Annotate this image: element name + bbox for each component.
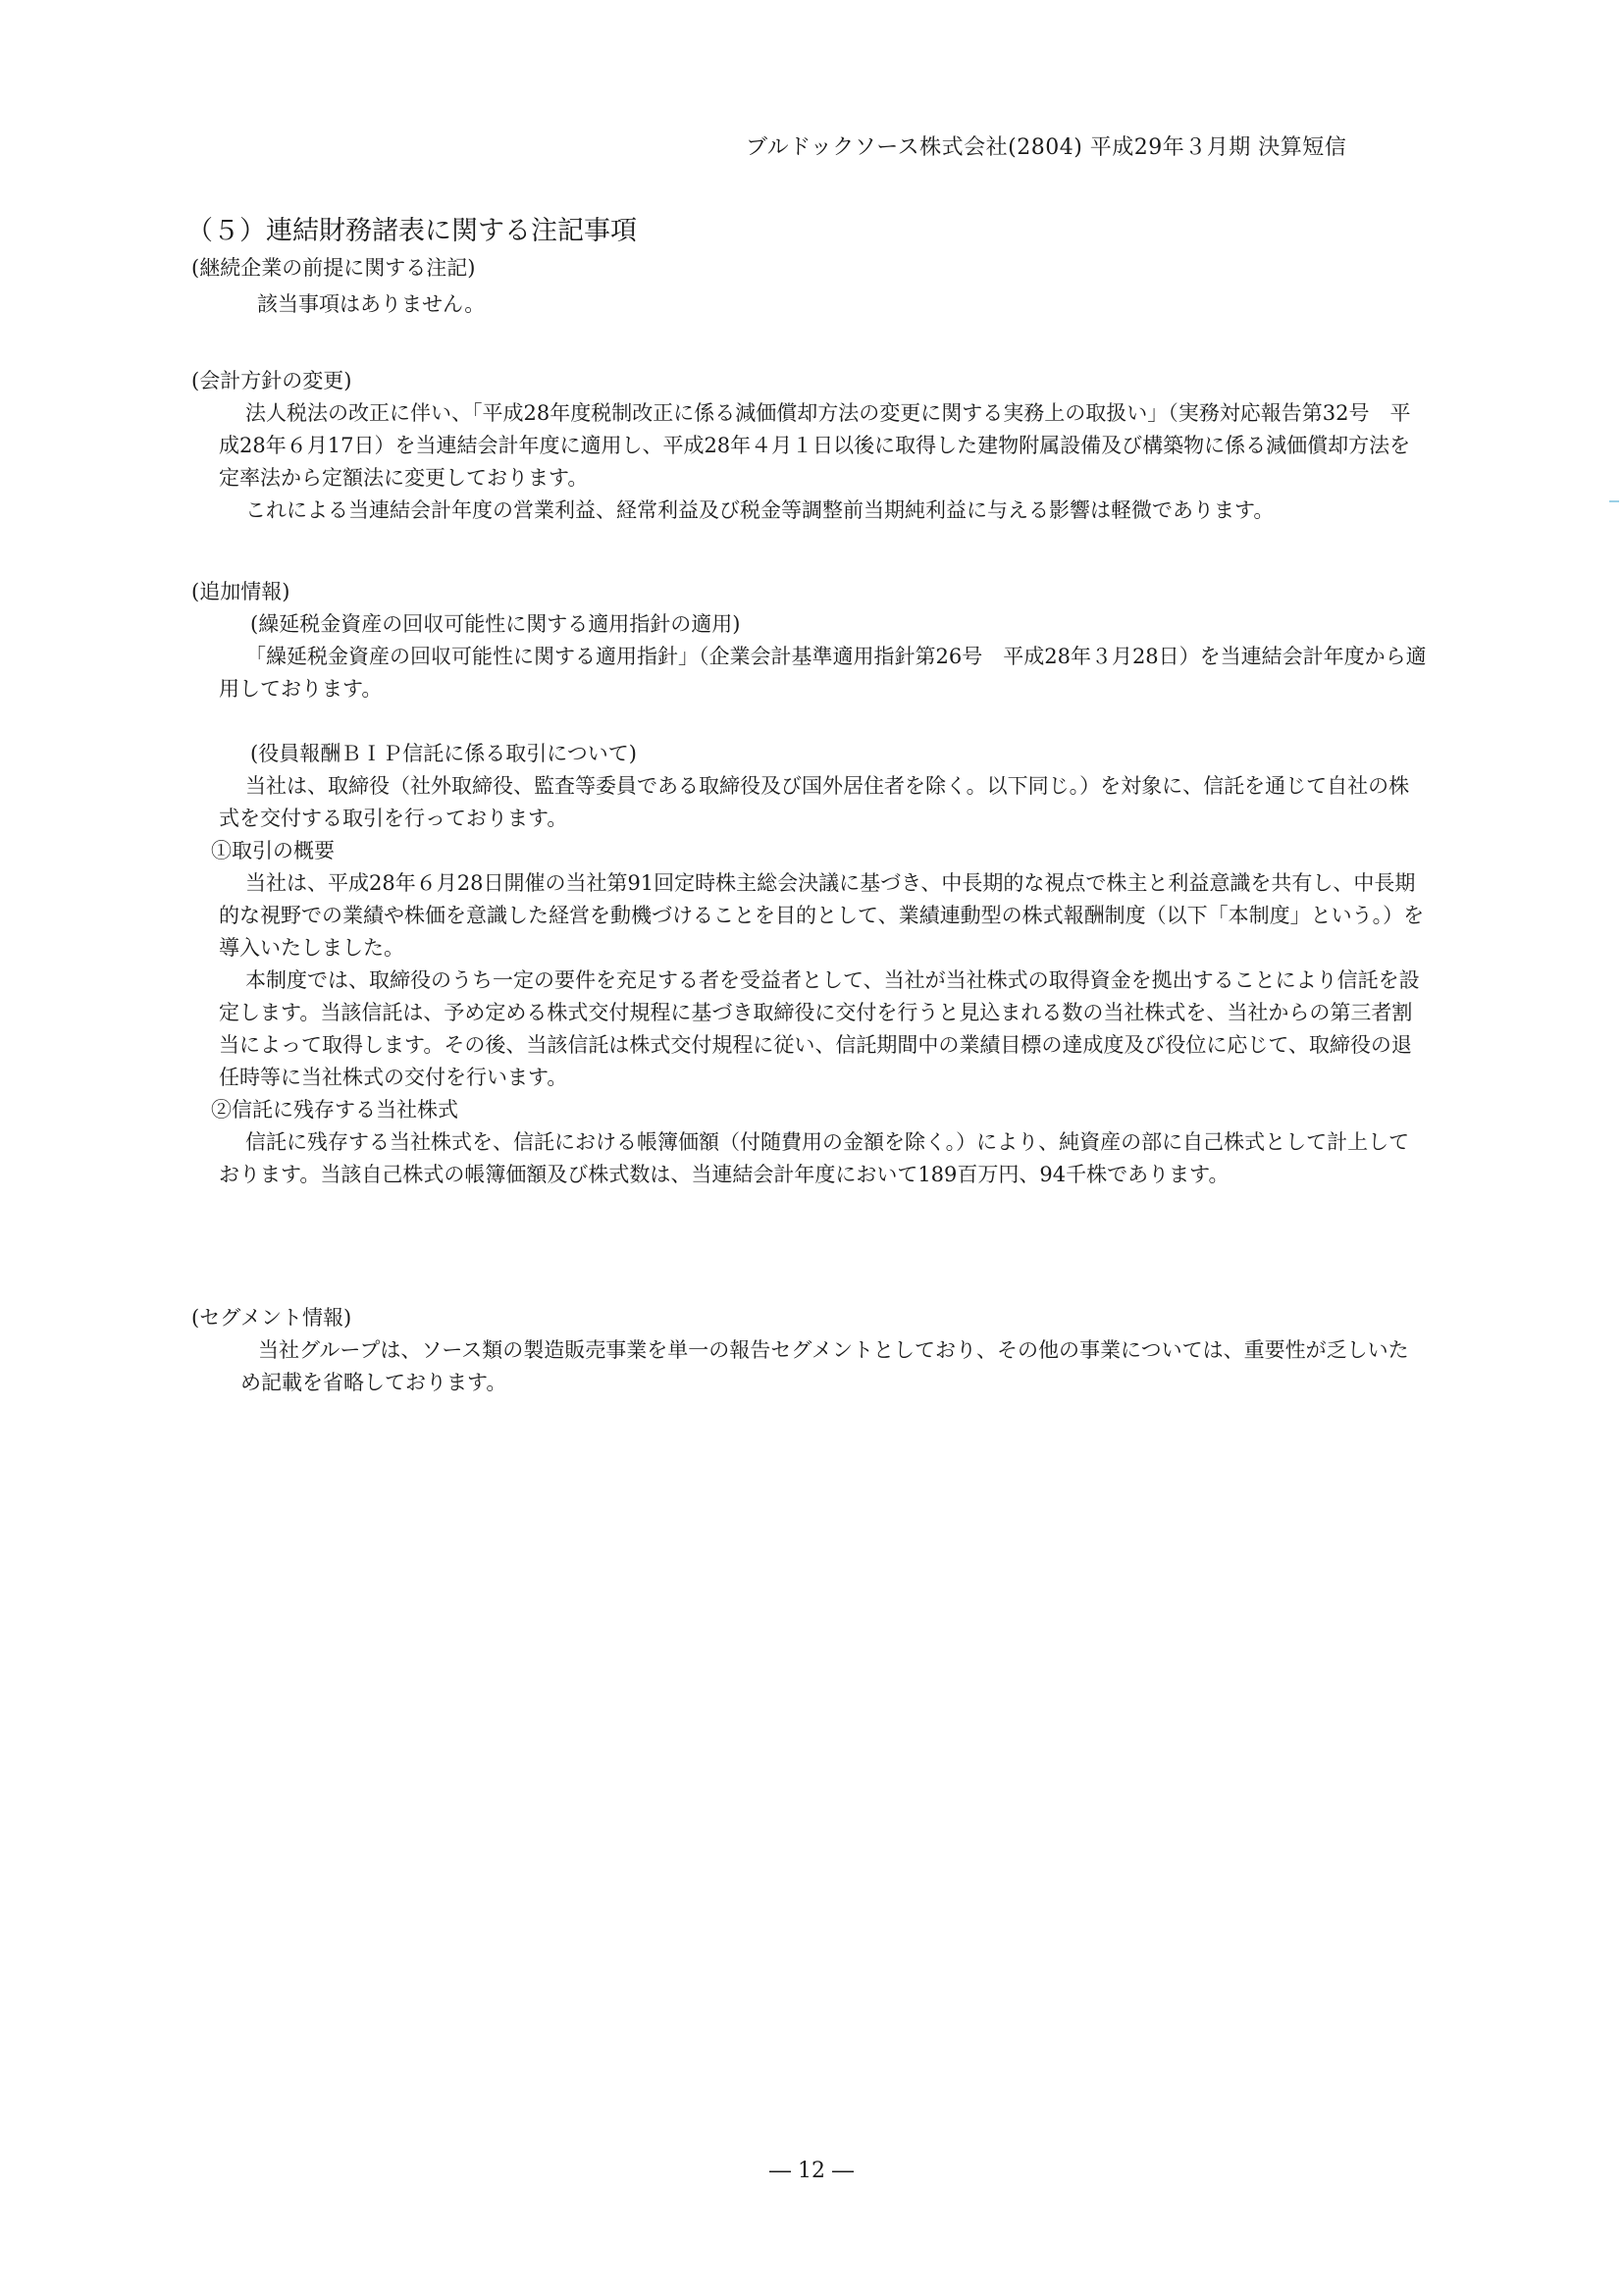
deferred-tax-subheading: (繰延税金資産の回収可能性に関する適用指針の適用) — [250, 612, 741, 636]
document-header: ブルドックソース株式会社(2804) 平成29年３月期 決算短信 — [746, 135, 1347, 160]
residual-shares-body — [191, 1126, 1428, 1191]
accounting-policy-body — [191, 397, 1428, 527]
accounting-policy-paragraph: 法人税法の改正に伴い、「平成28年度税制改正に係る減価償却方法の変更に関する実務上の取扱い」（実務対応報告第32号 平成28年６月17日）を当連結会計年度に適用し、平成28年４月１日以後に取得した建物附属設備及び構築物に係る減価償却方法を定率法から定額法に変更しております。 — [219, 401, 1411, 490]
going-concern-body: 該当事項はありません。 — [257, 292, 486, 316]
additional-info-section — [191, 576, 1428, 1191]
bip-trust-intro: 当社は、取締役（社外取締役、監査等委員である取締役及び国外居住者を除く。以下同じ。）を対象に、信託を通じて自社の株式を交付する取引を行っております。 — [219, 774, 1410, 830]
segment-info-paragraph: 当社グループは、ソース類の製造販売事業を単一の報告セグメントとしており、その他の事業については、重要性が乏しいため記載を省略しております。 — [240, 1338, 1409, 1394]
transaction-overview-paragraph: 当社は、平成28年６月28日開催の当社第91回定時株主総会決議に基づき、中長期的な視点で株主と利益意識を共有し、中長期的な視野での業績や株価を意識した経営を動機づけることを目的として、業績連動型の株式報酬制度（以下「本制度」という。）を導入いたしました。 — [219, 871, 1425, 960]
transaction-overview-paragraph: 本制度では、取締役のうち一定の要件を充足する者を受益者として、当社が当社株式の取得資金を拠出することにより信託を設定します。当該信託は、予め定める株式交付規程に基づき取締役に交付を行うと見込まれる数の当社株式を、当社からの第三者割当によって取得します。その後、当該信託は株式交付規程に従い、信託期間中の業績目標の達成度及び役位に応じて、取締役の退任時等に当社株式の交付を行います。 — [219, 968, 1420, 1089]
accounting-policy-section — [191, 365, 1428, 527]
additional-info-heading: (追加情報) — [191, 580, 290, 603]
bip-trust-subheading: (役員報酬ＢＩＰ信託に係る取引について) — [250, 742, 637, 765]
segment-info-body — [191, 1334, 1428, 1399]
segment-info-heading: (セグメント情報) — [191, 1306, 352, 1330]
section-title: （５）連結財務諸表に関する注記事項 — [186, 216, 637, 246]
residual-shares-heading: ②信託に残存する当社株式 — [211, 1098, 458, 1122]
deferred-tax-body: 「繰延税金資産の回収可能性に関する適用指針」（企業会計基準適用指針第26号 平成28年３月28日）を当連結会計年度から適用しております。 — [219, 645, 1427, 701]
transaction-overview-heading: ①取引の概要 — [211, 839, 335, 862]
going-concern-heading: (継続企業の前提に関する注記) — [191, 256, 476, 280]
going-concern-section — [191, 252, 1428, 321]
residual-shares-paragraph: 信託に残存する当社株式を、信託における帳簿価額（付随費用の金額を除く。）により、純資産の部に自己株式として計上しております。当該自己株式の帳簿価額及び株式数は、当連結会計年度において189百万円、94千株であります。 — [219, 1130, 1410, 1186]
bip-trust-subsection — [191, 738, 1428, 835]
transaction-overview-body — [191, 867, 1428, 1094]
segment-info-section — [191, 1302, 1428, 1399]
accounting-policy-heading: (会計方針の変更) — [191, 369, 352, 392]
scan-edge-mark — [1609, 500, 1619, 502]
deferred-tax-subsection — [191, 608, 1428, 705]
page-number: ― 12 ― — [769, 2159, 854, 2183]
accounting-policy-paragraph: これによる当連結会計年度の営業利益、経常利益及び税金等調整前当期純利益に与える影響は軽微であります。 — [245, 498, 1275, 522]
